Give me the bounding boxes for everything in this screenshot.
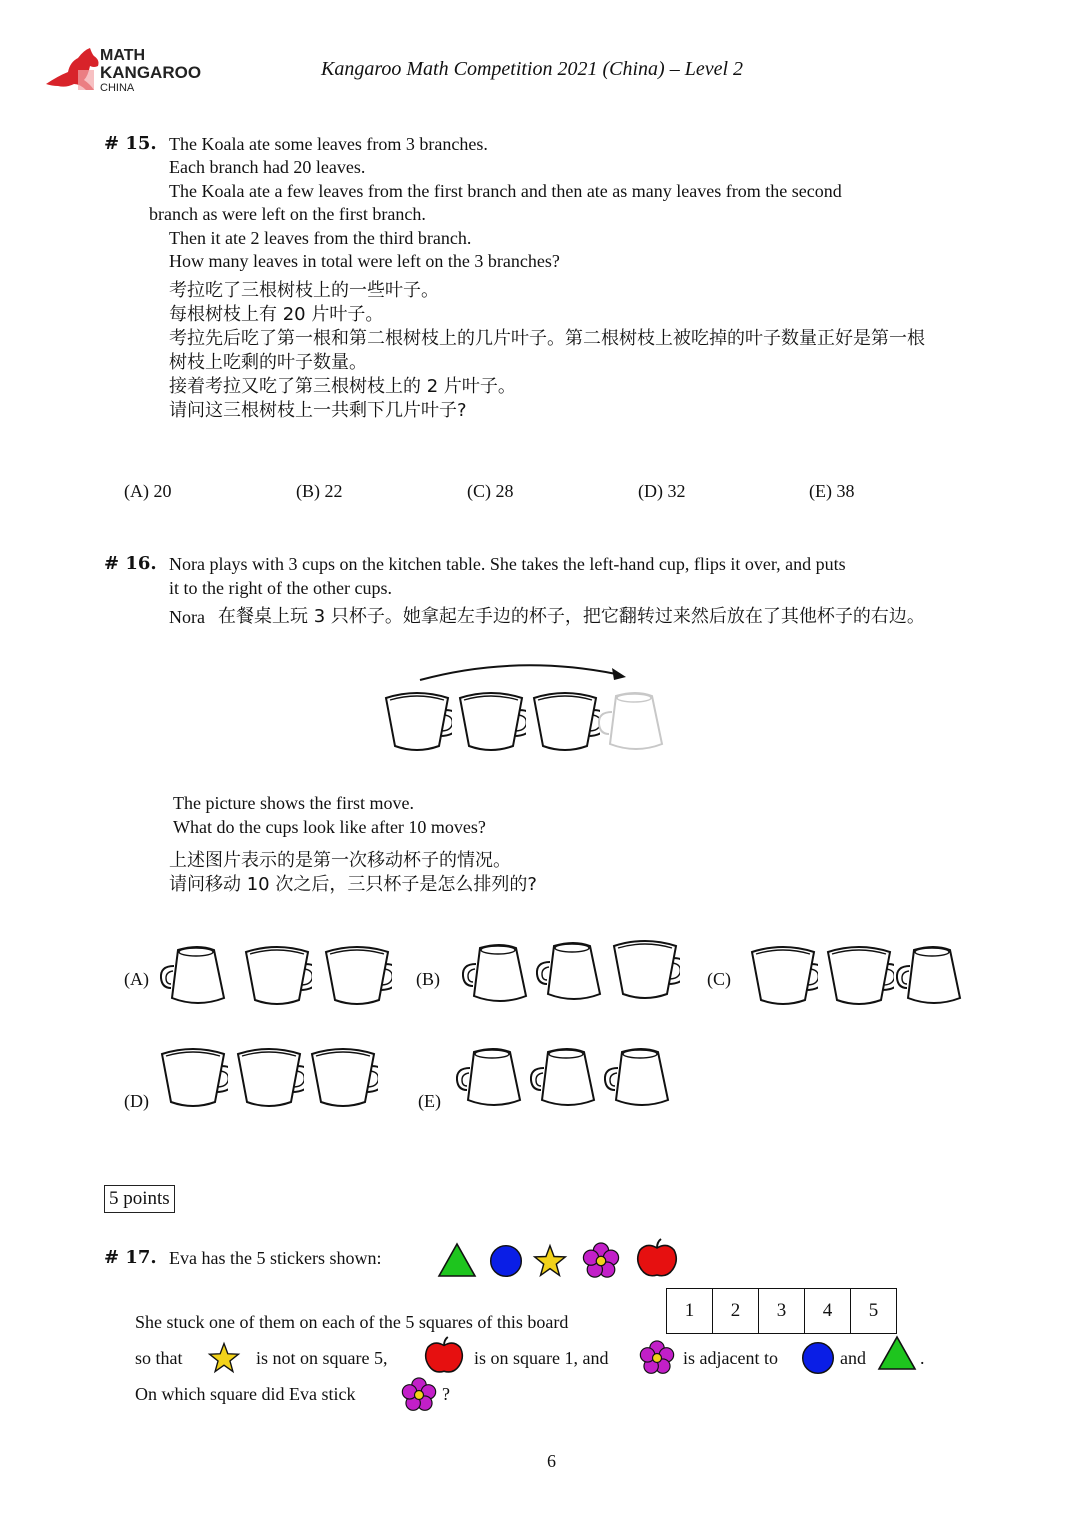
q15-zh-line: 接着考拉又吃了第三根树枝上的 2 片叶子。 [169, 376, 516, 397]
q17-not-on-square: is not on square 5, [256, 1348, 388, 1368]
q17-line1: She stuck one of them on each of the 5 squares of this board [135, 1312, 569, 1332]
board-square: 3 [759, 1289, 805, 1333]
q15-zh-line: 每根树枝上有 20 片叶子。 [169, 304, 384, 325]
q15-en-line: The Koala ate a few leaves from the first branch and then ate as many leaves from the second [169, 181, 842, 201]
star-sticker-icon [207, 1341, 241, 1375]
q16-en2-line: What do the cups look like after 10 moves? [173, 817, 486, 837]
logo-kangaroo: KANGAROO [100, 63, 202, 82]
cup-upright-icon [382, 690, 452, 754]
q17-on-square1: is on square 1, and [474, 1348, 609, 1368]
cup-flipped-icon [452, 1046, 522, 1110]
q17-intro: Eva has the 5 stickers shown: [169, 1248, 382, 1268]
q16-choice-label-c[interactable]: (C) [707, 969, 731, 989]
q15-choice-e[interactable]: (E) 38 [809, 481, 855, 501]
q17-number: # 17. [104, 1247, 157, 1268]
apple-sticker-icon [423, 1336, 465, 1376]
q15-choice-c[interactable]: (C) 28 [467, 481, 514, 501]
q15-choice-b[interactable]: (B) 22 [296, 481, 343, 501]
q16-option-c[interactable] [748, 942, 978, 1010]
q16-choice-label-d[interactable]: (D) [124, 1091, 149, 1111]
q16-option-a[interactable] [156, 942, 396, 1010]
cup-flipped-icon [156, 944, 226, 1008]
q17-question-mark: ? [442, 1384, 450, 1404]
logo [44, 46, 204, 96]
flower-sticker-icon [401, 1377, 437, 1413]
board-square: 2 [713, 1289, 759, 1333]
q17-adjacent-to: is adjacent to [683, 1348, 778, 1368]
first-move-figure [376, 660, 676, 760]
points-badge: 5 points [104, 1185, 175, 1213]
q16-option-d[interactable] [158, 1044, 388, 1112]
q15-zh-line: 考拉吃了三根树枝上的一些叶子。 [169, 280, 439, 301]
cup-flipped-icon [892, 944, 962, 1008]
cup-flipped-icon [532, 940, 602, 1004]
q15-choice-d[interactable]: (D) 32 [638, 481, 686, 501]
cup-flipped-faded-icon [594, 690, 664, 754]
cup-upright-icon [242, 944, 312, 1008]
circle-sticker-icon [800, 1340, 836, 1376]
cup-upright-icon [824, 944, 894, 1008]
q15-en-line: The Koala ate some leaves from 3 branches. [169, 134, 488, 154]
star-sticker-icon [532, 1243, 568, 1279]
q15-zh-line: 树枝上吃剩的叶子数量。 [169, 352, 367, 373]
cup-flipped-icon [526, 1046, 596, 1110]
q17-so-that: so that [135, 1348, 183, 1368]
cup-upright-icon [530, 690, 600, 754]
q16-zh2-line: 请问移动 10 次之后，三只杯子是怎么排列的? [169, 874, 537, 895]
cup-flipped-icon [600, 1046, 670, 1110]
apple-sticker-icon [635, 1238, 679, 1280]
q17-and: and [840, 1348, 866, 1368]
cup-upright-icon [308, 1046, 378, 1110]
page-number: 6 [547, 1451, 556, 1471]
board-square: 4 [805, 1289, 851, 1333]
q17-question: On which square did Eva stick [135, 1384, 356, 1404]
cup-upright-icon [610, 938, 680, 1002]
q16-en-line: it to the right of the other cups. [169, 578, 392, 598]
board-square: 5 [868, 1300, 879, 1321]
q17-period: . [920, 1348, 925, 1368]
q15-en-line: Each branch had 20 leaves. [169, 157, 366, 177]
q16-mixed-zh: 在餐桌上玩 3 只杯子。她拿起左手边的杯子，把它翻转过来然后放在了其他杯子的右边。 [218, 606, 925, 627]
page-header-title: Kangaroo Math Competition 2021 (China) – Level 2 [321, 58, 744, 80]
q15-en-line: Then it ate 2 leaves from the third branch. [169, 228, 472, 248]
triangle-sticker-icon [877, 1335, 917, 1371]
cup-upright-icon [322, 944, 392, 1008]
q15-number: # 15. [104, 133, 157, 154]
kangaroo-logo-icon [44, 46, 104, 94]
cup-upright-icon [158, 1046, 228, 1110]
q15-zh-line: 请问这三根树枝上一共剩下几片叶子? [169, 400, 467, 421]
q16-choice-label-b[interactable]: (B) [416, 969, 440, 989]
cup-upright-icon [748, 944, 818, 1008]
cup-upright-icon [234, 1046, 304, 1110]
q16-option-e[interactable] [452, 1044, 682, 1112]
q16-number: # 16. [104, 553, 157, 574]
logo-china: CHINA [100, 82, 135, 94]
circle-sticker-icon [488, 1243, 524, 1279]
q15-zh-line: 考拉先后吃了第一根和第二根树枝上的几片叶子。第二根树枝上被吃掉的叶子数量正好是第一根 [169, 328, 925, 349]
q16-mixed-prefix: Nora [169, 607, 205, 627]
flower-sticker-icon [639, 1340, 675, 1376]
q16-option-b[interactable] [458, 938, 688, 1006]
q15-choice-a[interactable]: (A) 20 [124, 481, 172, 501]
board-square: 1 [667, 1289, 713, 1333]
sticker-board [666, 1288, 897, 1334]
flower-sticker-icon [582, 1242, 620, 1280]
cup-flipped-icon [458, 942, 528, 1006]
q16-zh2-line: 上述图片表示的是第一次移动杯子的情况。 [169, 850, 511, 871]
q16-en-line: Nora plays with 3 cups on the kitchen table. She takes the left-hand cup, flips it over, and puts [169, 554, 846, 574]
triangle-sticker-icon [437, 1242, 477, 1278]
q16-choice-label-e[interactable]: (E) [418, 1091, 441, 1111]
q15-en-line: branch as were left on the first branch. [149, 204, 426, 224]
cup-upright-icon [456, 690, 526, 754]
q16-choice-label-a[interactable]: (A) [124, 969, 149, 989]
q15-en-line: How many leaves in total were left on the 3 branches? [169, 251, 560, 271]
q16-en2-line: The picture shows the first move. [173, 793, 414, 813]
logo-math: MATH [100, 47, 146, 64]
